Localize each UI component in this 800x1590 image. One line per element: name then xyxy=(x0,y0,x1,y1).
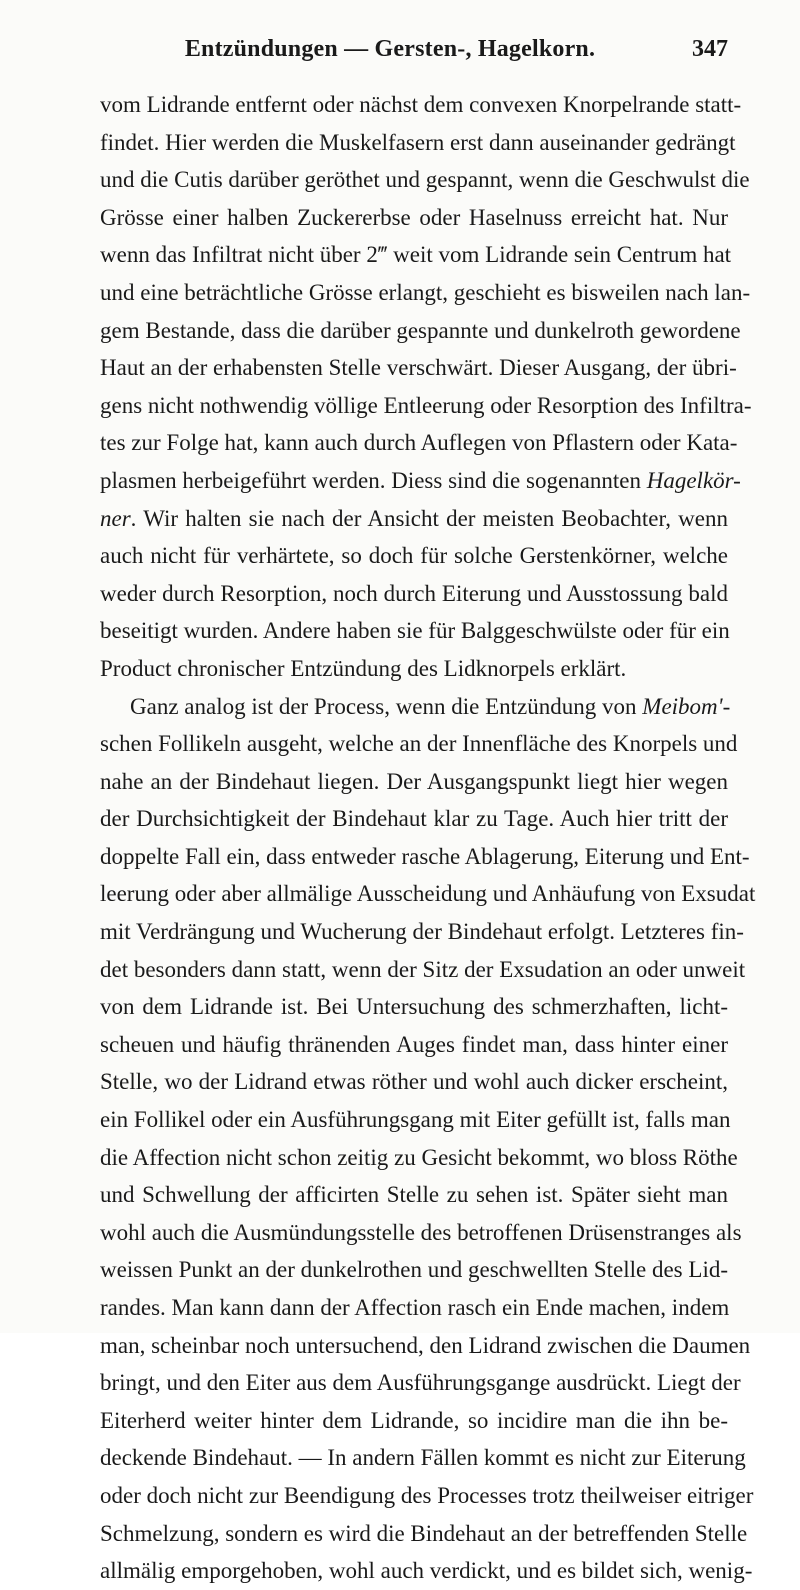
text-line: weissen Punkt an der dunkelrothen und geschwellten Stelle des Lid- xyxy=(100,1257,728,1283)
text-segment: plasmen herbeigeführt werden. Diess sind die sogenannten xyxy=(100,467,647,493)
text-line: leerung oder aber allmälige Ausscheidung und Anhäufung von Exsudat xyxy=(100,881,756,907)
text-line: schen Follikeln ausgeht, welche an der Innenfläche des Knorpels und xyxy=(100,731,738,757)
text-line: weder durch Resorption, noch durch Eiterung und Ausstossung bald xyxy=(100,580,728,606)
text-line: Grösse einer halben Zuckererbse oder Haselnuss erreicht hat. Nur xyxy=(100,204,728,230)
page-number: 347 xyxy=(692,36,728,62)
text-line: von dem Lidrande ist. Bei Untersuchung des schmerzhaften, licht- xyxy=(100,994,728,1020)
body-text xyxy=(100,86,756,1590)
text-line: Haut an der erhabensten Stelle verschwärt. Dieser Ausgang, der übri- xyxy=(100,355,737,381)
italic-term: Meibom' xyxy=(642,693,723,719)
text-line: Product chronischer Entzündung des Lidknorpels erklärt. xyxy=(100,655,627,681)
text-line: allmälig emporgehoben, wohl auch verdickt, und es bildet sich, wenig- xyxy=(100,1558,753,1584)
text-line-with-italic xyxy=(100,688,731,726)
text-line: und eine beträchtliche Grösse erlangt, geschieht es bisweilen nach lan- xyxy=(100,279,751,305)
running-title: Entzündungen — Gersten-, Hagelkorn. xyxy=(184,36,596,62)
text-line: und die Cutis darüber geröthet und gespannt, wenn die Geschwulst die xyxy=(100,167,750,193)
text-line: die Affection nicht schon zeitig zu Gesicht bekommt, wo bloss Röthe xyxy=(100,1144,738,1170)
text-line: und Schwellung der afficirten Stelle zu sehen ist. Später sieht man xyxy=(100,1182,728,1208)
text-line: Schmelzung, sondern es wird die Bindehaut an der betreffenden Stelle xyxy=(100,1520,748,1546)
page-header xyxy=(90,36,728,76)
text-line: det besonders dann statt, wenn der Sitz der Exsudation an oder unweit xyxy=(100,956,746,982)
italic-term: Hagelkör- xyxy=(646,467,741,493)
text-segment: - xyxy=(722,693,731,719)
text-line: deckende Bindehaut. — In andern Fällen kommt es nicht zur Eiterung xyxy=(100,1445,746,1471)
text-line: gem Bestande, dass die darüber gespannte und dunkelroth gewordene xyxy=(100,317,741,343)
text-line: wohl auch die Ausmündungsstelle des betroffenen Drüsenstranges als xyxy=(100,1219,742,1245)
text-line-with-italic xyxy=(100,500,728,538)
text-line: mit Verdrängung und Wucherung der Bindehaut erfolgt. Letzteres fin- xyxy=(100,919,744,945)
text-line: bringt, und den Eiter aus dem Ausführungsgange ausdrückt. Liegt der xyxy=(100,1370,741,1396)
text-line: beseitigt wurden. Andere haben sie für Balggeschwülste oder für ein xyxy=(100,618,730,644)
text-line: gens nicht nothwendig völlige Entleerung oder Resorption des Infiltra- xyxy=(100,392,752,418)
italic-term: ner xyxy=(100,505,131,531)
text-line: man, scheinbar noch untersuchend, den Lidrand zwischen die Daumen xyxy=(100,1332,751,1358)
text-line: randes. Man kann dann der Affection rasch ein Ende machen, indem xyxy=(100,1295,730,1320)
text-line: auch nicht für verhärtete, so doch für solche Gerstenkörner, welche xyxy=(100,543,728,569)
text-line: doppelte Fall ein, dass entweder rasche Ablagerung, Eiterung und Ent- xyxy=(100,843,750,869)
text-line: ein Follikel oder ein Ausführungsgang mit Eiter gefüllt ist, falls man xyxy=(100,1107,731,1133)
text-line: vom Lidrande entfernt oder nächst dem convexen Knorpelrande statt- xyxy=(100,92,742,117)
text-line: Eiterherd weiter hinter dem Lidrande, so incidire man die ihn be- xyxy=(100,1407,728,1433)
text-line: scheuen und häufig thränenden Auges findet man, dass hinter einer xyxy=(100,1031,728,1057)
text-line: Stelle, wo der Lidrand etwas röther und wohl auch dicker erscheint, xyxy=(100,1069,728,1095)
text-segment: . Wir halten sie nach der Ansicht der meisten Beobachter, wenn xyxy=(130,505,728,531)
text-line: findet. Hier werden die Muskelfasern erst dann auseinander gedrängt xyxy=(100,129,736,155)
text-line: der Durchsichtigkeit der Bindehaut klar zu Tage. Auch hier tritt der xyxy=(100,806,728,832)
text-line: tes zur Folge hat, kann auch durch Auflegen von Pflastern oder Kata- xyxy=(100,430,738,456)
text-line: oder doch nicht zur Beendigung des Processes trotz theilweiser eitriger xyxy=(100,1482,754,1508)
text-segment: Ganz analog ist der Process, wenn die Entzündung von xyxy=(130,693,643,719)
text-line: wenn das Infiltrat nicht über 2‴ weit vom Lidrande sein Centrum hat xyxy=(100,242,732,268)
text-line-with-italic xyxy=(100,462,741,500)
text-line: nahe an der Bindehaut liegen. Der Ausgangspunkt liegt hier wegen xyxy=(100,768,728,794)
